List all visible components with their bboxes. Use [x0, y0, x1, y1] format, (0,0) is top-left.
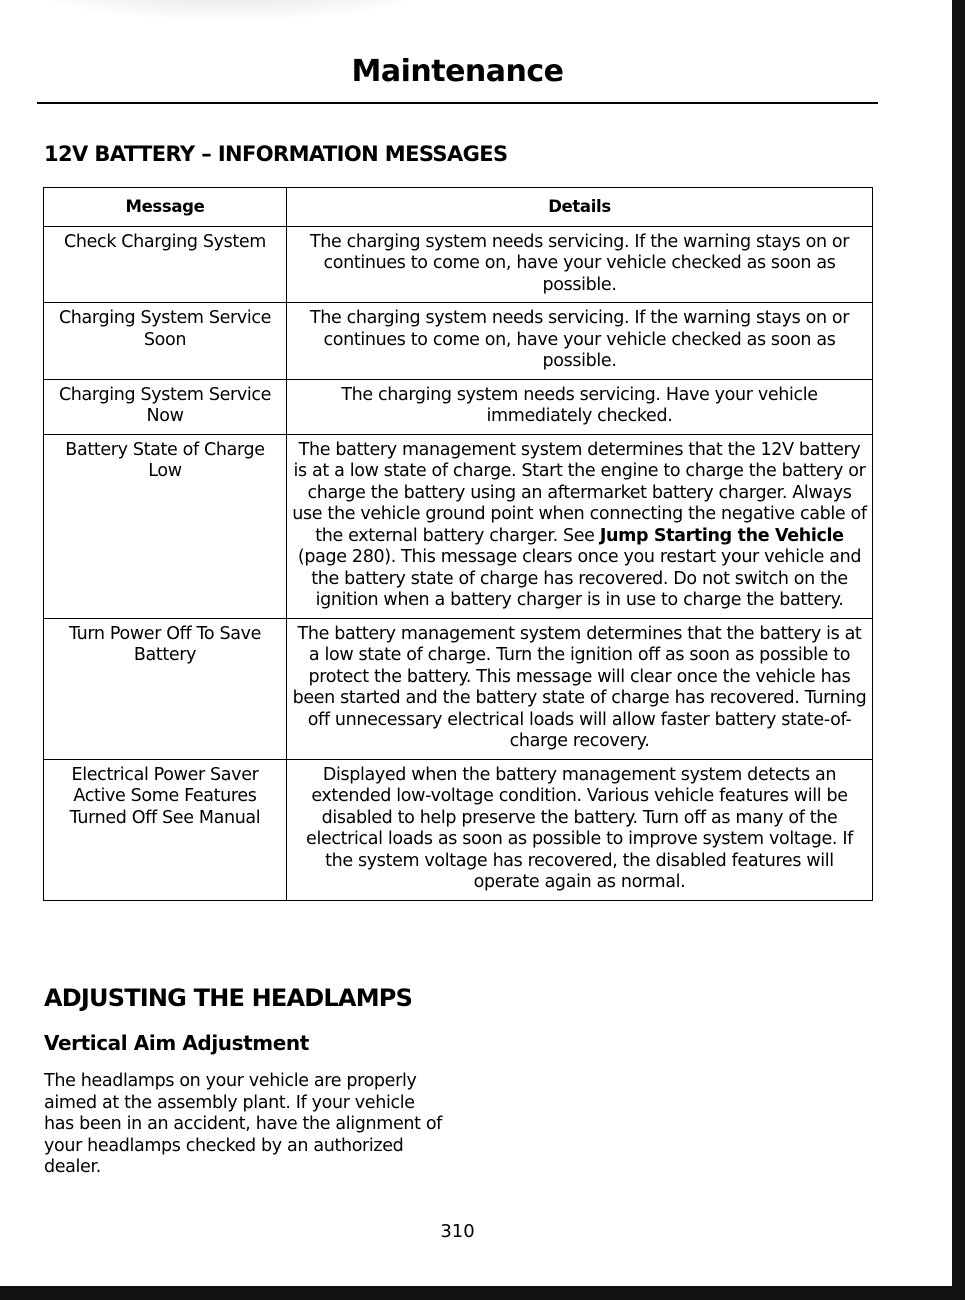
- column-header-message: Message: [44, 188, 287, 227]
- table-row: [44, 303, 873, 380]
- details-text: The battery management system determines that the 12V battery is at a low state of charge. Start the engine to charge the battery or charge the battery using an aftermarket battery charger. Always use the vehicle ground point when connecting the negative cable of the external battery charger. See: [292, 439, 867, 546]
- scan-shadow: [40, 0, 420, 20]
- message-cell: Check Charging System: [44, 226, 287, 303]
- table-row: [44, 226, 873, 303]
- details-cell: The charging system needs servicing. If the warning stays on or continues to come on, have your vehicle checked as soon as possible.: [287, 303, 873, 380]
- table-row: [44, 759, 873, 900]
- vertical-aim-subtitle: Vertical Aim Adjustment: [44, 1031, 309, 1055]
- details-cell: Displayed when the battery management system detects an extended low-voltage condition. Various vehicle features will be disabled to help preserve the battery. Turn off as many of the electrical loads as soon as possible to improve system voltage. If the system voltage has recovered, the disabled features will operate again as normal.: [287, 759, 873, 900]
- table-row: [44, 434, 873, 618]
- message-cell: Charging System Service Soon: [44, 303, 287, 380]
- table-row: [44, 379, 873, 434]
- details-cell: [287, 434, 873, 618]
- details-text: (page 280). This message clears once you restart your vehicle and the battery state of charge has recovered. Do not switch on the ignition when a battery charger is in use to charge the battery.: [297, 547, 862, 610]
- details-cell: The charging system needs servicing. If the warning stays on or continues to come on, have your vehicle checked as soon as possible.: [287, 226, 873, 303]
- details-cell: The charging system needs servicing. Have your vehicle immediately checked.: [287, 379, 873, 434]
- details-cell: The battery management system determines that the battery is at a low state of charge. Turn the ignition off as soon as possible to protect the battery. This message will clear once the vehicle has been started and the battery state of charge has recovered. Turning off unnecessary electrical loads will allow faster battery state-of-charge recovery.: [287, 618, 873, 759]
- page-number: 310: [440, 1221, 475, 1242]
- message-cell: Battery State of Charge Low: [44, 434, 287, 618]
- message-cell: Turn Power Off To Save Battery: [44, 618, 287, 759]
- headlamps-paragraph: The headlamps on your vehicle are properly aimed at the assembly plant. If your vehicle has been in an accident, have the alignment of your headlamps checked by an authorized dealer.: [44, 1071, 442, 1177]
- page-header-title: Maintenance: [351, 54, 564, 89]
- battery-section-title: 12V BATTERY – INFORMATION MESSAGES: [44, 142, 508, 166]
- headlamps-section-title: ADJUSTING THE HEADLAMPS: [44, 984, 413, 1012]
- table-header-row: [44, 188, 873, 227]
- table-row: [44, 618, 873, 759]
- column-header-details: Details: [287, 188, 873, 227]
- message-cell: Electrical Power Saver Active Some Features Turned Off See Manual: [44, 759, 287, 900]
- message-cell: Charging System Service Now: [44, 379, 287, 434]
- header-divider: [37, 102, 878, 104]
- cross-reference-link[interactable]: Jump Starting the Vehicle: [599, 525, 844, 546]
- battery-messages-table: [43, 187, 873, 901]
